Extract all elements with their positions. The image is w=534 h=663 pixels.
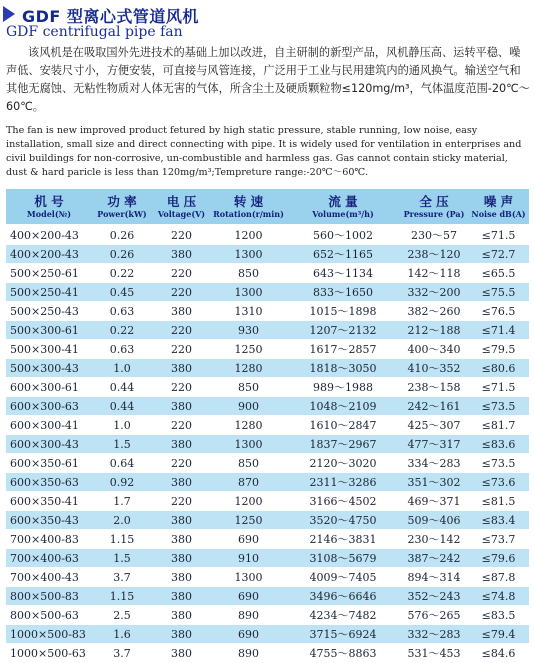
triangle-marker-icon (3, 6, 15, 22)
table-cell: 1.6 (92, 625, 152, 644)
column-header-en: Volume(m³/h) (312, 208, 374, 219)
table-cell: ≤71.5 (468, 378, 529, 397)
table-cell: 352～243 (400, 587, 468, 606)
table-cell: 870 (211, 473, 286, 492)
table-cell: 1.5 (92, 549, 152, 568)
table-cell: ≤72.7 (468, 245, 529, 264)
table-cell: 380 (152, 644, 211, 663)
table-cell: 1300 (211, 283, 286, 302)
table-cell: 560～1002 (286, 225, 400, 245)
table-cell: 1310 (211, 302, 286, 321)
table-cell: 600×350-43 (6, 511, 92, 530)
table-row (6, 302, 529, 321)
table-cell: 1250 (211, 340, 286, 359)
column-header-cn: 噪 声 (483, 193, 514, 209)
table-cell: 1300 (211, 568, 286, 587)
table-cell: 1280 (211, 416, 286, 435)
column-header-en: Model(№) (26, 208, 72, 219)
table-cell: 1617～2857 (286, 340, 400, 359)
table-cell: 989～1988 (286, 378, 400, 397)
column-header-en: Pressure (Pa) (403, 208, 465, 219)
table-cell: 220 (152, 283, 211, 302)
table-row (6, 225, 529, 245)
table-cell: 1.0 (92, 416, 152, 435)
table-cell: 220 (152, 454, 211, 473)
table-row (6, 530, 529, 549)
table-cell: ≤73.6 (468, 473, 529, 492)
table-cell: ≤84.6 (468, 644, 529, 663)
table-cell: ≤81.7 (468, 416, 529, 435)
table-cell: 380 (152, 473, 211, 492)
table-cell: 380 (152, 530, 211, 549)
column-header (92, 189, 152, 225)
table-cell: 380 (152, 302, 211, 321)
table-cell: 242～161 (400, 397, 468, 416)
table-cell: ≤83.4 (468, 511, 529, 530)
table-cell: 220 (152, 225, 211, 245)
table-cell: 500×250-61 (6, 264, 92, 283)
table-row (6, 454, 529, 473)
table-row (6, 549, 529, 568)
table-row (6, 625, 529, 644)
table-row (6, 644, 529, 663)
table-cell: 1.5 (92, 435, 152, 454)
table-cell: 220 (152, 321, 211, 340)
table-cell: 400×200-43 (6, 225, 92, 245)
table-row (6, 511, 529, 530)
table-cell: 700×400-43 (6, 568, 92, 587)
column-header (400, 189, 468, 225)
table-cell: 400～340 (400, 340, 468, 359)
product-title-en: GDF centrifugal pipe fan (6, 24, 183, 40)
table-cell: 600×350-63 (6, 473, 92, 492)
table-cell: 500×300-41 (6, 340, 92, 359)
table-cell: ≤79.6 (468, 549, 529, 568)
table-cell: 600×300-43 (6, 435, 92, 454)
table-cell: 2.5 (92, 606, 152, 625)
table-cell: 3.7 (92, 568, 152, 587)
table-cell: 0.92 (92, 473, 152, 492)
table-cell: ≤83.5 (468, 606, 529, 625)
table-cell: 2146～3831 (286, 530, 400, 549)
table-cell: 1.15 (92, 587, 152, 606)
description-en: The fan is new improved product fetured by high static pressure, stable running, low noise, easy installation, small size and direct connecting with pipe. It is widely used for ventilation in enterprises and civil buildings for non-corrosive, un-combustible and harmless gas. Gas cannot contain sticky material, dust & hard paricle is less than 120mg/m³;Tempreture range:-20℃～60℃. (6, 125, 522, 178)
table-cell: 600×300-63 (6, 397, 92, 416)
table-cell: 600×350-61 (6, 454, 92, 473)
table-cell: 332～283 (400, 625, 468, 644)
table-cell: 425～307 (400, 416, 468, 435)
table-cell: 3520～4750 (286, 511, 400, 530)
table-cell: 1000×500-83 (6, 625, 92, 644)
table-cell: 2.0 (92, 511, 152, 530)
spec-table (6, 189, 529, 663)
table-row (6, 435, 529, 454)
table-cell: 0.63 (92, 340, 152, 359)
table-cell: ≤75.5 (468, 283, 529, 302)
table-cell: 500×250-43 (6, 302, 92, 321)
table-cell: 1015～1898 (286, 302, 400, 321)
table-row (6, 492, 529, 511)
table-cell: 477～317 (400, 435, 468, 454)
table-cell: 1.7 (92, 492, 152, 511)
table-cell: 930 (211, 321, 286, 340)
table-cell: 334～283 (400, 454, 468, 473)
table-cell: 0.64 (92, 454, 152, 473)
table-cell: 800×500-63 (6, 606, 92, 625)
table-cell: 380 (152, 549, 211, 568)
table-cell: 1610～2847 (286, 416, 400, 435)
table-cell: 894～314 (400, 568, 468, 587)
table-cell: 3166～4502 (286, 492, 400, 511)
table-cell: 600×300-41 (6, 416, 92, 435)
table-row (6, 283, 529, 302)
table-cell: 4009～7405 (286, 568, 400, 587)
table-cell: 387～242 (400, 549, 468, 568)
table-cell: 1250 (211, 511, 286, 530)
column-header-cn: 功 率 (107, 193, 137, 209)
table-cell: 238～158 (400, 378, 468, 397)
table-cell: ≤80.6 (468, 359, 529, 378)
table-cell: 690 (211, 625, 286, 644)
column-header (211, 189, 286, 225)
table-cell: 850 (211, 378, 286, 397)
table-cell: 890 (211, 644, 286, 663)
table-cell: 380 (152, 359, 211, 378)
table-cell: ≤65.5 (468, 264, 529, 283)
table-row (6, 378, 529, 397)
table-cell: ≤81.5 (468, 492, 529, 511)
table-row (6, 340, 529, 359)
table-cell: ≤73.5 (468, 454, 529, 473)
table-cell: 238～120 (400, 245, 468, 264)
table-cell: 1300 (211, 435, 286, 454)
table-cell: 469～371 (400, 492, 468, 511)
column-header-cn: 转 速 (233, 193, 264, 209)
table-cell: ≤71.4 (468, 321, 529, 340)
column-header-en: Voltage(V) (157, 208, 206, 219)
table-cell: 800×500-83 (6, 587, 92, 606)
table-cell: 600×350-41 (6, 492, 92, 511)
table-cell: 600×300-61 (6, 378, 92, 397)
table-cell: 380 (152, 245, 211, 264)
table-cell: 700×400-63 (6, 549, 92, 568)
table-cell: 0.22 (92, 321, 152, 340)
table-cell: ≤73.5 (468, 397, 529, 416)
table-cell: 1048～2109 (286, 397, 400, 416)
header (0, 4, 534, 24)
table-cell: 0.26 (92, 245, 152, 264)
table-cell: 700×400-83 (6, 530, 92, 549)
table-cell: 1.15 (92, 530, 152, 549)
table-cell: 652～1165 (286, 245, 400, 264)
table-cell: 500×300-43 (6, 359, 92, 378)
column-header (6, 189, 92, 225)
table-cell: 890 (211, 606, 286, 625)
table-cell: ≤83.6 (468, 435, 529, 454)
table-cell: ≤87.8 (468, 568, 529, 587)
table-cell: 643～1134 (286, 264, 400, 283)
column-header (286, 189, 400, 225)
table-cell: 220 (152, 264, 211, 283)
table-cell: 212～188 (400, 321, 468, 340)
table-row (6, 606, 529, 625)
table-row (6, 473, 529, 492)
description-cn: 该风机是在吸取国外先进技术的基础上加以改进，自主研制的新型产品，风机静压高、运转平稳、噪声低、安装尺寸小，方便安装，可直接与风管连接，广泛用于工业与民用建筑内的通风换气。输送空气和其他无腐蚀、无粘性物质对人体无害的气体，所含尘土及硬质颗粒物≤120mg/m³，气体温度范围-20℃～60℃。 (6, 46, 530, 113)
table-cell: 0.63 (92, 302, 152, 321)
table-cell: 1837～2967 (286, 435, 400, 454)
table-cell: 3496～6646 (286, 587, 400, 606)
table-cell: 380 (152, 435, 211, 454)
table-cell: 2120～3020 (286, 454, 400, 473)
column-header-cn: 电 压 (166, 193, 197, 209)
table-cell: 380 (152, 568, 211, 587)
table-row (6, 264, 529, 283)
table-cell: 4234～7482 (286, 606, 400, 625)
table-cell: 0.22 (92, 264, 152, 283)
table-cell: 2311～3286 (286, 473, 400, 492)
table-cell: 3.7 (92, 644, 152, 663)
table-row (6, 587, 529, 606)
table-cell: 3715～6924 (286, 625, 400, 644)
table-cell: ≤73.7 (468, 530, 529, 549)
table-cell: 382～260 (400, 302, 468, 321)
table-cell: 3108～5679 (286, 549, 400, 568)
table-cell: 220 (152, 492, 211, 511)
table-cell: 220 (152, 378, 211, 397)
table-cell: 1818～3050 (286, 359, 400, 378)
table-cell: 400×200-43 (6, 245, 92, 264)
table-row (6, 568, 529, 587)
column-header-en: Rotation(r/min) (213, 208, 284, 219)
table-cell: 850 (211, 264, 286, 283)
table-cell: 1300 (211, 245, 286, 264)
table-cell: 230～57 (400, 225, 468, 245)
table-cell: 0.45 (92, 283, 152, 302)
product-title-cn: GDF 型离心式管道风机 (22, 7, 199, 26)
column-header (468, 189, 529, 225)
table-row (6, 397, 529, 416)
table-cell: 380 (152, 625, 211, 644)
table-cell: 220 (152, 340, 211, 359)
column-header-cn: 机 号 (34, 193, 64, 209)
table-cell: 4755～8863 (286, 644, 400, 663)
column-header-en: Power(kW) (97, 208, 147, 219)
table-header-row (6, 189, 529, 225)
table-cell: 1200 (211, 492, 286, 511)
table-cell: 230～142 (400, 530, 468, 549)
table-cell: 0.44 (92, 378, 152, 397)
table-cell: 531～453 (400, 644, 468, 663)
table-body (6, 225, 529, 663)
table-cell: ≤79.5 (468, 340, 529, 359)
table-row (6, 321, 529, 340)
table-cell: 380 (152, 587, 211, 606)
table-cell: ≤74.8 (468, 587, 529, 606)
table-cell: 0.44 (92, 397, 152, 416)
table-cell: 910 (211, 549, 286, 568)
table-cell: 380 (152, 511, 211, 530)
table-cell: 332～200 (400, 283, 468, 302)
table-cell: 500×300-61 (6, 321, 92, 340)
table-cell: 690 (211, 530, 286, 549)
table-cell: ≤76.5 (468, 302, 529, 321)
table-cell: ≤79.4 (468, 625, 529, 644)
table-cell: 900 (211, 397, 286, 416)
table-row (6, 245, 529, 264)
table-cell: 576～265 (400, 606, 468, 625)
table-cell: 509～406 (400, 511, 468, 530)
table-cell: 410～352 (400, 359, 468, 378)
column-header-cn: 流 量 (328, 193, 358, 209)
table-cell: 380 (152, 606, 211, 625)
table-cell: 220 (152, 416, 211, 435)
table-row (6, 416, 529, 435)
table-cell: 1.0 (92, 359, 152, 378)
table-cell: 1200 (211, 225, 286, 245)
table-cell: 0.26 (92, 225, 152, 245)
table-cell: 1207～2132 (286, 321, 400, 340)
table-cell: 351～302 (400, 473, 468, 492)
table-cell: 500×250-41 (6, 283, 92, 302)
table-cell: 833～1650 (286, 283, 400, 302)
column-header (152, 189, 211, 225)
table-cell: 1000×500-63 (6, 644, 92, 663)
column-header-en: Noise dB(A) (471, 208, 526, 219)
table-cell: 142～118 (400, 264, 468, 283)
table-cell: 690 (211, 587, 286, 606)
table-cell: 850 (211, 454, 286, 473)
column-header-cn: 全 压 (419, 193, 449, 209)
table-cell: ≤71.5 (468, 225, 529, 245)
table-cell: 1280 (211, 359, 286, 378)
table-row (6, 359, 529, 378)
table-cell: 380 (152, 397, 211, 416)
